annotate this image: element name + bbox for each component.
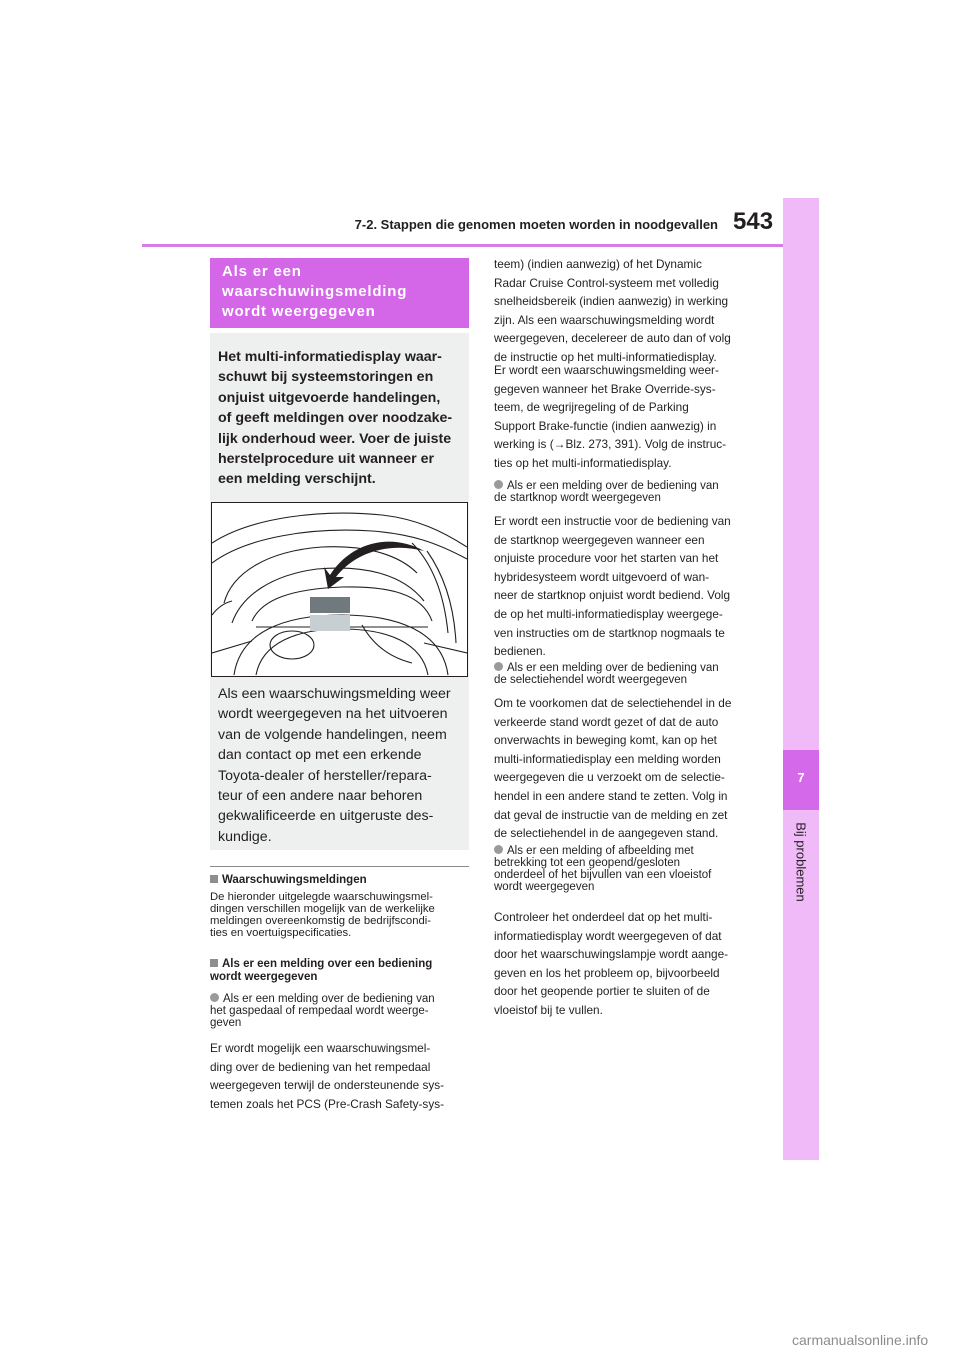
bullet-start-button-message xyxy=(494,480,769,504)
callout-title-line: waarschuwingsmelding xyxy=(222,283,408,300)
text-line: weergegeven, decelereer de auto dan of volg xyxy=(494,331,731,346)
warning-line: Als een waarschuwingsmelding weer xyxy=(218,686,451,702)
paragraph xyxy=(494,255,756,367)
paragraph xyxy=(494,361,756,473)
section-divider xyxy=(210,866,469,867)
warning-line: van de volgende handelingen, neem xyxy=(218,726,447,743)
intro-line: een melding verschijnt. xyxy=(218,471,376,488)
text-line: ties op het multi-informatiedisplay. xyxy=(494,455,672,470)
bullet-text: het gaspedaal of rempedaal wordt weerge- xyxy=(210,1005,429,1017)
chapter-title: Bij problemen xyxy=(793,822,809,902)
section-heading-text: Waarschuwingsmeldingen xyxy=(222,874,367,886)
bullet-text: de selectiehendel wordt weergegeven xyxy=(494,674,688,686)
text-line: dat geval de instructie van de melding en zet xyxy=(494,807,728,822)
warning-line: kundige. xyxy=(218,828,272,845)
bullet-text: de startknop wordt weergegeven xyxy=(494,492,661,504)
bullet-pedal-message xyxy=(210,993,485,1029)
text-line: door het waarschuwingslampje wordt aange- xyxy=(494,947,729,962)
paragraph xyxy=(210,1039,480,1113)
warning-line: wordt weergegeven na het uitvoeren xyxy=(218,706,448,723)
warning-line: teur of een andere naar behoren xyxy=(218,788,423,805)
text-line: teem) (indien aanwezig) of het Dynamic xyxy=(494,257,702,271)
text-line: ding over de bediening van het rempedaal xyxy=(210,1059,431,1074)
text-line: multi-informatiedisplay een melding worden xyxy=(494,751,721,766)
circle-bullet-icon xyxy=(494,480,503,489)
watermark-link[interactable]: carmanualsonline.info xyxy=(792,1332,929,1348)
square-bullet-icon xyxy=(210,959,218,967)
intro-line: Het multi-informatiedisplay waar- xyxy=(218,349,442,365)
dashboard-illustration xyxy=(211,502,468,677)
section-intro-text xyxy=(210,891,472,939)
section-heading-text: wordt weergegeven xyxy=(210,971,318,983)
bullet-open-part-message xyxy=(494,845,769,893)
text-line: onjuiste procedure voor het starten van het xyxy=(494,551,719,566)
callout-title-line: Als er een xyxy=(222,263,302,280)
section-heading-text: Als er een melding over een bediening xyxy=(222,958,433,970)
text-line: onverwachts in beweging komt, kan op het xyxy=(494,733,717,748)
header-rule xyxy=(142,244,817,247)
circle-bullet-icon xyxy=(494,662,503,671)
bullet-text: Als er een melding of afbeelding met xyxy=(507,845,694,857)
text-line: ties en voertuigspecificaties. xyxy=(210,927,352,939)
intro-line: schuwt bij systeemstoringen en xyxy=(218,369,434,386)
warning-line: Toyota-dealer of hersteller/repara- xyxy=(218,767,432,784)
bullet-text: Als er een melding over de bediening van xyxy=(223,993,435,1005)
text-line: de selectiehendel in de aangegeven stand. xyxy=(494,826,719,841)
text-line: neer de startknop onjuist wordt bediend. Volg xyxy=(494,588,731,603)
text-line: zijn. Als een waarschuwingsmelding wordt xyxy=(494,312,715,327)
text-line: verkeerde stand wordt gezet of dat de auto xyxy=(494,714,719,729)
text-line: Om te voorkomen dat de selectiehendel in de xyxy=(494,696,732,710)
text-line: door het geopende portier te sluiten of de xyxy=(494,984,710,999)
circle-bullet-icon xyxy=(494,845,503,854)
intro-line: onjuist uitgevoerde handelingen, xyxy=(218,389,441,406)
bullet-text: geven xyxy=(210,1017,242,1029)
text-line: meldingen overeenkomstig de bedrijfscondi- xyxy=(210,915,432,927)
text-line: hybridesysteem wordt uitgevoerd of wan- xyxy=(494,569,710,584)
warning-note xyxy=(218,684,466,847)
bullet-text: Als er een melding over de bediening van xyxy=(507,662,719,674)
text-line: Controleer het onderdeel dat op het multi- xyxy=(494,910,713,924)
section-header: 7-2. Stappen die genomen moeten worden in noodgevallen xyxy=(354,217,718,232)
text-line: dingen verschillen mogelijk van de werkelijke xyxy=(210,903,435,915)
text-line: teem, de wegrijregeling of de Parking xyxy=(494,400,689,415)
paragraph xyxy=(494,694,756,843)
bullet-shift-lever-message xyxy=(494,662,769,686)
bullet-text: Als er een melding over de bediening van xyxy=(507,480,719,492)
text-line: de startknop weergegeven wanneer een xyxy=(494,532,705,547)
text-line: de op het multi-informatiedisplay weergege- xyxy=(494,606,723,621)
text-line: de instructie op het multi-informatiedisplay. xyxy=(494,349,717,364)
text-line: temen zoals het PCS (Pre-Crash Safety-sys- xyxy=(210,1096,445,1111)
text-line: werking is (→Blz. 273, 391). Volg de instruc- xyxy=(494,437,727,452)
text-line: geven en los het probleem op, bijvoorbeeld xyxy=(494,965,720,980)
text-line: ven instructies om de startknop nogmaals te xyxy=(494,625,725,640)
chapter-side-tab xyxy=(783,198,819,1160)
paragraph xyxy=(494,908,756,1020)
intro-text xyxy=(218,347,466,490)
section-heading-operation xyxy=(210,958,482,984)
intro-line: lijk onderhoud weer. Voer de juiste xyxy=(218,430,452,447)
text-line: Radar Cruise Control-systeem met volledig xyxy=(494,275,719,290)
text-line: informatiedisplay wordt weergegeven of dat xyxy=(494,928,722,943)
warning-line: gekwalificeerde en uitgeruste des- xyxy=(218,808,434,825)
text-line: vloeistof bij te vullen. xyxy=(494,1002,603,1017)
chapter-number: 7 xyxy=(797,770,805,785)
text-line: hendel in een andere stand te zetten. Volg in xyxy=(494,788,728,803)
bullet-text: onderdeel of het bijvullen van een vloeistof xyxy=(494,869,712,881)
square-bullet-icon xyxy=(210,875,218,883)
text-line: Er wordt een instructie voor de bediening van xyxy=(494,514,731,528)
text-line: gegeven wanneer het Brake Override-sys- xyxy=(494,381,716,396)
text-line: bedienen. xyxy=(494,644,546,659)
text-line: Support Brake-functie (indien aanwezig) in xyxy=(494,418,717,433)
text-line: Er wordt mogelijk een waarschuwingsmel- xyxy=(210,1041,431,1055)
page-number: 543 xyxy=(733,208,774,235)
text-line: De hieronder uitgelegde waarschuwingsmel- xyxy=(210,891,433,903)
callout-title-line: wordt weergegeven xyxy=(222,303,376,320)
text-line: weergegeven terwijl de ondersteunende sys- xyxy=(210,1078,445,1093)
warning-line: dan contact op met een erkende xyxy=(218,747,422,764)
paragraph xyxy=(494,512,756,661)
bullet-text: wordt weergegeven xyxy=(494,881,595,893)
callout-title xyxy=(222,262,462,322)
intro-line: of geeft meldingen over noodzake- xyxy=(218,410,453,427)
text-line: weergegeven die u verzoekt om de selectie- xyxy=(494,770,725,785)
bullet-text: betrekking tot een geopend/gesloten xyxy=(494,857,681,869)
intro-line: herstelprocedure uit wanneer er xyxy=(218,451,435,468)
circle-bullet-icon xyxy=(210,993,219,1002)
section-heading-warnings xyxy=(210,874,470,887)
text-line: Er wordt een waarschuwingsmelding weer- xyxy=(494,363,719,377)
text-line: snelheidsbereik (indien aanwezig) in werking xyxy=(494,294,729,309)
